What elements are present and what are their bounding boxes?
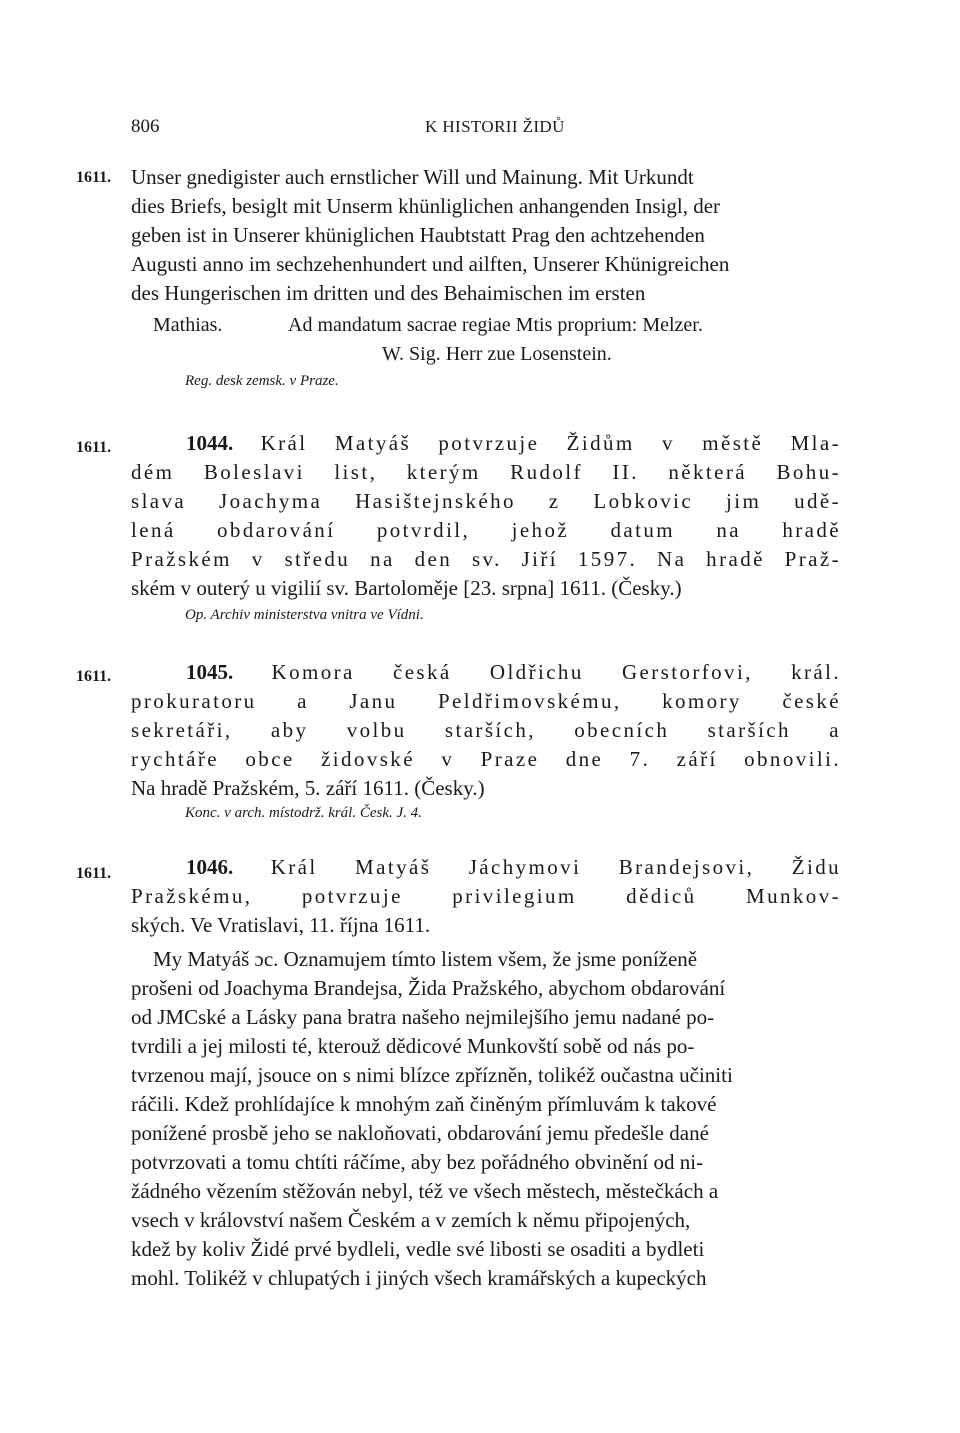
entry-heading-line: ském v outerý u vigilií sv. Bartoloměje [23. srpna] 1611. (Česky.)	[131, 576, 682, 600]
entry-heading-line: Pražském v středu na den sv. Jiří 1597. Na hradě Praž-	[131, 547, 841, 571]
text-line: des Hungerischen im dritten und des Behaimischen im ersten	[131, 281, 646, 305]
entry-heading-line: slava Joachyma Hasištejnského z Lobkovic jim udě-	[131, 489, 841, 513]
signature-line: W. Sig. Herr zue Losenstein.	[382, 343, 612, 365]
entry-heading-line: 1046. Král Matyáš Jáchymovi Brandejsovi, Židu	[186, 855, 841, 879]
body-line: žádného vězením stěžován nebyl, též ve všech městech, městečkách a	[131, 1179, 719, 1203]
entry-number: 1045.	[186, 660, 234, 684]
running-title: K HISTORII ŽIDŮ	[425, 117, 565, 136]
entry-number: 1044.	[186, 431, 234, 455]
body-line: ponížené prosbě jeho se nakloňovati, obdarování jemu předešle dané	[131, 1121, 709, 1145]
text-line: dies Briefs, besiglt mit Unserm khünliglichen anhangenden Insigl, der	[131, 194, 721, 218]
body-line: ráčili. Kdež prohlídajíce k mnohým zaň činěným přímluvám k takové	[131, 1092, 717, 1116]
text-line: geben ist in Unserer khüniglichen Haubtstatt Prag den achtzehenden	[131, 223, 705, 247]
body-line: od JMCské a Lásky pana bratra našeho nejmilejšího jemu nadané po-	[131, 1005, 715, 1029]
body-line: mohl. Tolikéž v chlupatých i jiných všech kramářských a kupeckých	[131, 1266, 707, 1290]
body-line: tvrdili a jej milosti té, kterouž dědicové Munkovští sobě od nás po-	[131, 1034, 695, 1058]
body-line: kdež by koliv Židé prvé bydleli, vedle své libosti se osaditi a bydleti	[131, 1237, 705, 1261]
body-line: potvrzovati a tomu chtíti ráčíme, aby bez pořádného obvinění od ni-	[131, 1150, 704, 1174]
source-note: Op. Archiv ministerstva vnitra ve Vídni.	[185, 607, 424, 623]
entry-heading-line: prokuratoru a Janu Peldřimovskému, komory české	[131, 689, 841, 713]
signatory: Mathias.	[153, 314, 223, 336]
text-line: Augusti anno im sechzehenhundert und ailften, Unserer Khünigreichen	[131, 252, 730, 276]
entry-year: 1611.	[76, 439, 112, 456]
entry-heading-line: Na hradě Pražském, 5. září 1611. (Česky.)	[131, 776, 485, 800]
page-number: 806	[131, 116, 160, 137]
body-line: My Matyáš ɔc. Oznamujem tímto listem všem, že jsme poníženě	[153, 947, 698, 971]
body-line: vsech v království našem Českém a v zemích k němu připojených,	[131, 1208, 691, 1232]
entry-heading-line: lená obdarování potvrdil, jehož datum na hradě	[131, 518, 841, 542]
entry-number: 1046.	[186, 855, 234, 879]
entry-heading-line: ských. Ve Vratislavi, 11. října 1611.	[131, 913, 431, 937]
body-line: tvrzenou mají, jsouce on s nimi blízce zpřízněn, tolikéž oučastna učiniti	[131, 1063, 733, 1087]
entry-heading-line: rychtáře obce židovské v Praze dne 7. září obnovili.	[131, 747, 841, 771]
entry-heading-line: 1044. Král Matyáš potvrzuje Židům v městě Mla-	[186, 431, 841, 455]
source-note: Reg. desk zemsk. v Praze.	[185, 373, 339, 389]
entry-heading-line: sekretáři, aby volbu starších, obecních starších a	[131, 718, 841, 742]
entry-heading-line: Pražskému, potvrzuje privilegium dědiců Munkov-	[131, 884, 841, 908]
entry-heading-line: dém Boleslavi list, kterým Rudolf II. některá Bohu-	[131, 460, 841, 484]
mandate-line: Ad mandatum sacrae regiae Mtis proprium: Melzer.	[288, 314, 703, 336]
entry-heading-line: 1045. Komora česká Oldřichu Gerstorfovi, král.	[186, 660, 841, 684]
source-note: Konc. v arch. místodrž. král. Česk. J. 4.	[185, 805, 422, 821]
entry-year: 1611.	[76, 668, 112, 685]
entry-year: 1611.	[76, 169, 112, 186]
body-line: prošeni od Joachyma Brandejsa, Žida Pražského, abychom obdarování	[131, 976, 726, 1000]
entry-year: 1611.	[76, 865, 112, 882]
text-line: Unser gnedigister auch ernstlicher Will und Mainung. Mit Urkundt	[131, 165, 694, 189]
